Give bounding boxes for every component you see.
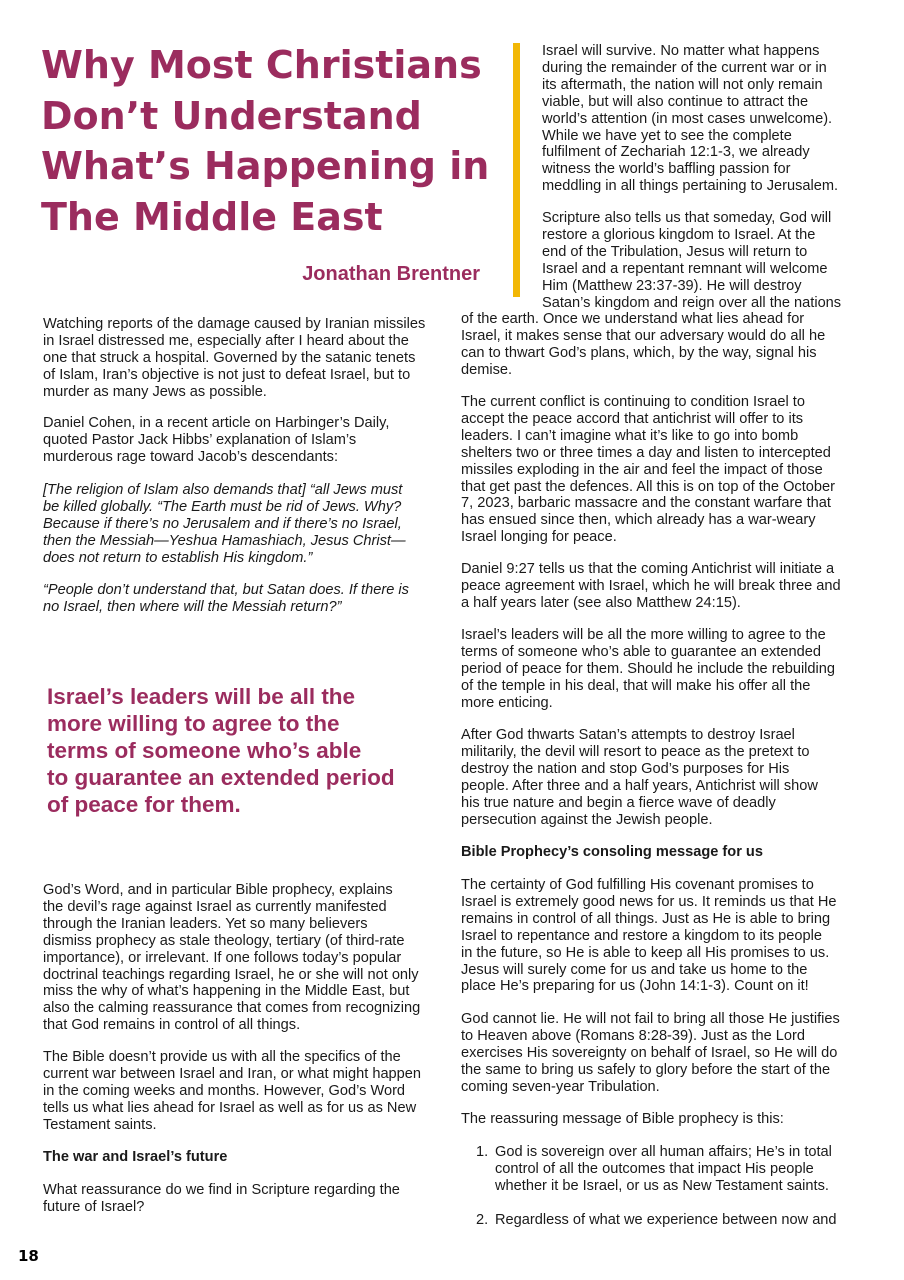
right-paragraph-4: Daniel 9:27 tells us that the coming Antichrist will initiate a peace agreement with Israel, which he will break three and a half years later (see also Matthew 24:15). xyxy=(461,561,841,611)
right-paragraph-5: Israel’s leaders will be all the more willing to agree to the terms of someone who’s able to guarantee an extended period of peace for them. Should he include the rebuilding of the temple in his deal, that will make his offer all the more enticing. xyxy=(461,627,836,711)
title-line: Why Most Christians xyxy=(41,43,482,87)
title-line: The Middle East xyxy=(41,194,383,239)
title-line: What’s Happening in xyxy=(41,144,490,188)
list-item: 1. God is sovereign over all human affairs; He’s in total control of all the outcomes that impact His people whether it be Israel, or us as New Testament saints. xyxy=(476,1144,832,1194)
quote-paragraph-2: “People don’t understand that, but Satan does. If there is no Israel, then where will the Messiah return?” xyxy=(43,582,409,615)
list-number: 1. xyxy=(476,1144,489,1160)
accent-rule xyxy=(513,43,520,297)
page-number: 18 xyxy=(18,1247,39,1265)
right-paragraph-7: The certainty of God fulfilling His covenant promises to Israel is extremely good news for us. It reminds us that He remains in control of all things. Just as He is able to bring Israel to repentance and restore a kingdom to its people in the future, so He is able to keep all His promises to us. Jesus will surely come for us and take us home to the place He’s preparing for us (John 14:1-3). Count on it! xyxy=(461,877,837,995)
section-heading: The war and Israel’s future xyxy=(43,1149,228,1165)
right-paragraph-2: Scripture also tells us that someday, God will restore a glorious kingdom to Israel. At the end of the Tribulation, Jesus will return to Israel and a repentant remnant will welcome Him (Matthew 23:37-39). He will destroy Satan’s kingdom and reign over all the nations xyxy=(542,210,842,311)
pull-quote: Israel’s leaders will be all the more willing to agree to the terms of someone who’s able to guarantee an extended period of peace for them. xyxy=(47,684,395,817)
numbered-list xyxy=(476,1144,837,1229)
list-number: 2. xyxy=(476,1211,489,1228)
section-heading: Bible Prophecy’s consoling message for us xyxy=(461,844,763,860)
left-paragraph-4: The Bible doesn’t provide us with all the specifics of the current war between Israel and Iran, or what might happen in the coming weeks and months. However, God’s Word tells us what lies ahead for Israel as well as for us as New Testament saints. xyxy=(43,1049,422,1133)
right-paragraph-3: The current conflict is continuing to condition Israel to accept the peace accord that antichrist will offer to its leaders. I can’t imagine what it’s like to go into bomb shelters two or three times a day and listen to intercepted missiles exploding in the air and feel the impact of those that get past the defences. All this is on top of the October 7, 2023, barbaric massacre and the constant warfare that has ensued since then, which already has a war-weary Israel longing for peace. xyxy=(461,394,835,546)
title-line: Don’t Understand xyxy=(41,93,422,138)
article-title xyxy=(41,40,501,242)
right-paragraph-9: The reassuring message of Bible prophecy is this: xyxy=(461,1111,784,1127)
left-paragraph-2: Daniel Cohen, in a recent article on Harbinger’s Daily, quoted Pastor Jack Hibbs’ explanation of Islam’s murderous rage toward Jacob’s descendants: xyxy=(43,415,390,465)
right-paragraph-8: God cannot lie. He will not fail to bring all those He justifies to Heaven above (Romans 8:28-39). Just as the Lord exercises His sovereignty on behalf of Israel, so He will do the same to bring us safely to glory before the start of the coming seven-year Tribulation. xyxy=(461,1011,840,1095)
left-paragraph-5: What reassurance do we find in Scripture regarding the future of Israel? xyxy=(43,1182,400,1215)
right-paragraph-1: Israel will survive. No matter what happens during the remainder of the current war or in its aftermath, the nation will not only remain viable, but will also continue to attract the world’s attention (in most cases unwelcome). While we have yet to see the complete fulfilment of Zechariah 12:1-3, we already witness the world’s baffling passion for meddling in all things pertaining to Jerusalem. xyxy=(542,43,839,195)
left-paragraph-1: Watching reports of the damage caused by Iranian missiles in Israel distressed me, especially after I heard about the one that struck a hospital. Governed by the satanic tenets of Islam, Iran’s objective is not just to defeat Israel, but to murder as many Jews as possible. xyxy=(43,316,426,400)
right-paragraph-6: After God thwarts Satan’s attempts to destroy Israel militarily, the devil will resort to peace as the pretext to destroy the nation and stop God’s purposes for His people. After three and a half years, Antichrist will show his true nature and begin a fierce wave of deadly persecution against the Jewish people. xyxy=(461,727,818,828)
list-item: 2. Regardless of what we experience between now and xyxy=(476,1211,837,1228)
left-paragraph-3: God’s Word, and in particular Bible prophecy, explains the devil’s rage against Israel as currently manifested through the Iranian leaders. Yet so many believers dismiss prophecy as stale theology, tertiary (of third-rate importance), or irrelevant. If one follows today’s popular doctrinal teachings regarding Israel, he or she will not only miss the why of what’s happening in the Middle East, but also the calming reassurance that comes from recognizing that God remains in control of all things. xyxy=(43,882,421,1034)
quote-paragraph-1: [The religion of Islam also demands that] “all Jews must be killed globally. “The Earth must be rid of Jews. Why? Because if there’s no Jerusalem and if there’s no Israel, then the Messiah—Yeshua Hamashiach, Jesus Christ— does not return to establish His kingdom.” xyxy=(43,482,406,566)
right-paragraph-2-continued: of the earth. Once we understand what lies ahead for Israel, it makes sense that our adversary would do all he can to thwart God’s plans, which, by the way, signal his demise. xyxy=(461,311,826,378)
author-byline: Jonathan Brentner xyxy=(302,263,480,285)
